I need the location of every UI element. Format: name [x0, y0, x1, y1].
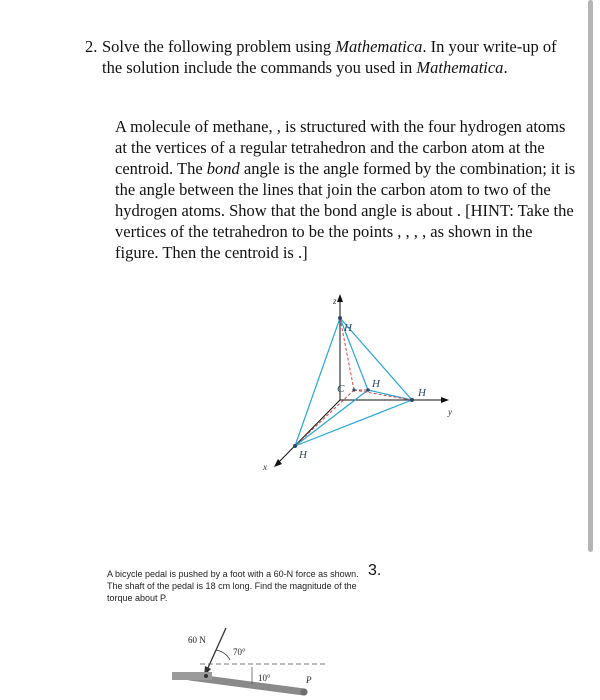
- methane-text-part: A molecule of methane, , is structured with the four hydrogen atoms at the vertices of a regular tetrahedron and the carbon atom at the centroid. The: [115, 117, 566, 178]
- bicycle-problem-text: A bicycle pedal is pushed by a foot with a 60-N force as shown. The shaft of the pedal is 18 cm long. Find the magnitude of the torque about P.: [107, 569, 359, 603]
- force-label: 60 N: [188, 635, 206, 645]
- problem-text-part: .: [503, 58, 508, 77]
- problem-text-part: . In your write-up of the solution include the commands you used in: [102, 37, 557, 77]
- point-p-dot: [301, 689, 308, 696]
- axis-label-z: z: [333, 296, 337, 306]
- bicycle-problem-number: 3.: [368, 562, 382, 579]
- label-h-mid: H: [372, 378, 380, 390]
- label-h-top: H: [344, 322, 352, 334]
- mathematica-word: Mathematica: [335, 37, 423, 56]
- angle-arc: [216, 650, 230, 660]
- label-c: C: [337, 383, 345, 395]
- angle-10-label: 10°: [258, 673, 271, 683]
- angle-70-label: 70°: [233, 647, 246, 657]
- label-h-bottom: H: [299, 449, 307, 461]
- pedal-pivot: [204, 674, 208, 678]
- axis-label-y: y: [448, 407, 452, 417]
- mathematica-word: Mathematica: [416, 58, 504, 77]
- bond-word: bond: [206, 159, 240, 178]
- axis-label-x: x: [263, 462, 267, 472]
- problem-number: 2.: [85, 37, 98, 56]
- label-h-right: H: [418, 387, 426, 399]
- point-p-label: P: [306, 675, 312, 685]
- problem-text-part: Solve the following problem using: [102, 37, 336, 56]
- methane-text-part: angle is the angle formed by the combination; it is the angle between the lines that join the carbon atom to two of the hydrogen atoms. Show that the bond angle is about . [HINT: Take the vertices of the tetrahedron to be the points , , , , as shown in the figure. Then the centroid is .]: [115, 159, 576, 262]
